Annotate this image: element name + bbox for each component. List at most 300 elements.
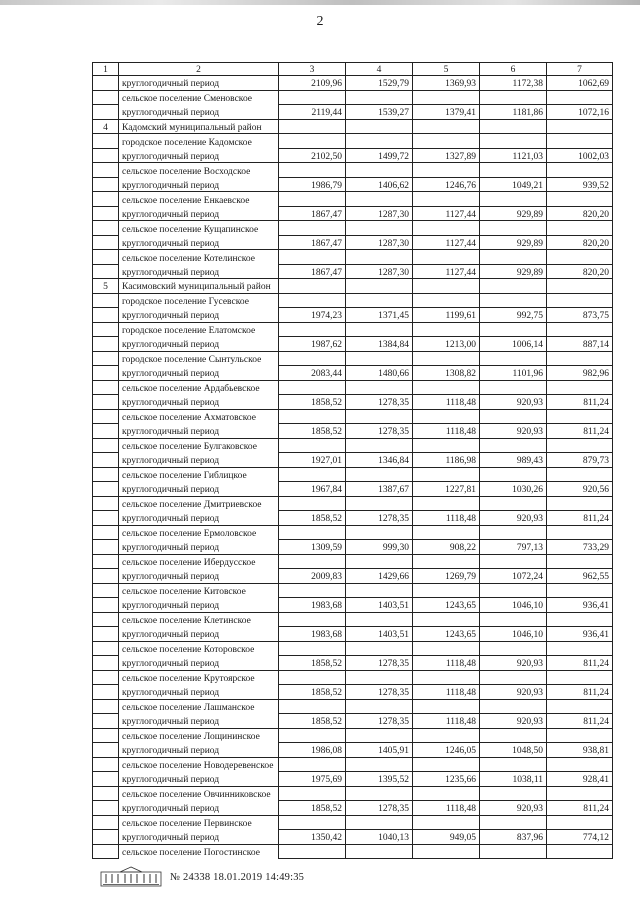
value-cell: 1062,69 (547, 76, 613, 91)
row-number-cell (93, 221, 119, 236)
value-cell (413, 351, 480, 366)
value-cell (480, 815, 547, 830)
value-cell (547, 757, 613, 772)
value-cell (279, 525, 346, 540)
value-cell (413, 525, 480, 540)
value-cell: 2119,44 (279, 105, 346, 120)
value-cell (346, 728, 413, 743)
row-number-cell: 4 (93, 119, 119, 134)
settlement-row (93, 134, 613, 149)
value-cell (279, 699, 346, 714)
row-number-cell (93, 569, 119, 584)
row-number-cell (93, 264, 119, 279)
value-cell (413, 612, 480, 627)
period-label-cell: круглогодичный период (119, 105, 279, 120)
value-cell (413, 293, 480, 308)
value-cell: 1213,00 (413, 337, 480, 352)
value-cell: 920,93 (480, 656, 547, 671)
value-cell: 811,24 (547, 395, 613, 410)
value-cell: 1350,42 (279, 830, 346, 845)
district-row (93, 119, 613, 134)
row-number-cell (93, 815, 119, 830)
row-number-cell (93, 612, 119, 627)
settlement-row (93, 612, 613, 627)
name-cell: сельское поселение Которовское (119, 641, 279, 656)
value-cell (547, 612, 613, 627)
row-number-cell (93, 380, 119, 395)
settlement-row (93, 192, 613, 207)
value-cell: 1278,35 (346, 685, 413, 700)
name-cell: сельское поселение Крутоярское (119, 670, 279, 685)
table-row (93, 772, 613, 787)
value-cell: 920,93 (480, 424, 547, 439)
value-cell (547, 815, 613, 830)
row-number-cell (93, 743, 119, 758)
value-cell (346, 844, 413, 859)
value-cell: 1327,89 (413, 148, 480, 163)
table-row (93, 395, 613, 410)
value-cell (547, 192, 613, 207)
value-cell: 1983,68 (279, 598, 346, 613)
value-cell: 1006,14 (480, 337, 547, 352)
value-cell (346, 699, 413, 714)
value-cell (480, 250, 547, 265)
value-cell (413, 438, 480, 453)
row-number-cell (93, 699, 119, 714)
value-cell (346, 192, 413, 207)
value-cell: 1858,52 (279, 656, 346, 671)
value-cell (480, 583, 547, 598)
row-number-cell (93, 337, 119, 352)
row-number-cell (93, 148, 119, 163)
name-cell: сельское поселение Котелинское (119, 250, 279, 265)
value-cell (480, 612, 547, 627)
value-cell (480, 134, 547, 149)
value-cell (279, 467, 346, 482)
period-label-cell: круглогодичный период (119, 308, 279, 323)
value-cell (480, 119, 547, 134)
value-cell: 1243,65 (413, 627, 480, 642)
value-cell: 1975,69 (279, 772, 346, 787)
value-cell (346, 322, 413, 337)
row-number-cell (93, 511, 119, 526)
table-body (93, 76, 613, 859)
table-row (93, 685, 613, 700)
value-cell (413, 583, 480, 598)
col-header: 6 (480, 63, 547, 76)
name-cell: сельское поселение Ахматовское (119, 409, 279, 424)
value-cell: 992,75 (480, 308, 547, 323)
table-row (93, 206, 613, 221)
value-cell (480, 670, 547, 685)
value-cell: 1278,35 (346, 801, 413, 816)
value-cell (346, 467, 413, 482)
name-cell: сельское поселение Лощининское (119, 728, 279, 743)
value-cell: 1867,47 (279, 264, 346, 279)
value-cell (413, 380, 480, 395)
value-cell: 936,41 (547, 598, 613, 613)
value-cell: 982,96 (547, 366, 613, 381)
table-row (93, 424, 613, 439)
value-cell: 1858,52 (279, 424, 346, 439)
value-cell (279, 134, 346, 149)
row-number-cell (93, 322, 119, 337)
name-cell: сельское поселение Первинское (119, 815, 279, 830)
table-row (93, 366, 613, 381)
value-cell: 1858,52 (279, 714, 346, 729)
value-cell (279, 293, 346, 308)
table-row (93, 569, 613, 584)
value-cell (279, 583, 346, 598)
value-cell: 811,24 (547, 656, 613, 671)
value-cell (279, 322, 346, 337)
value-cell (547, 134, 613, 149)
col-header: 7 (547, 63, 613, 76)
value-cell (346, 380, 413, 395)
value-cell (480, 192, 547, 207)
value-cell (346, 554, 413, 569)
value-cell (413, 554, 480, 569)
value-cell (480, 467, 547, 482)
value-cell (279, 163, 346, 178)
tariff-table (92, 62, 613, 859)
table-row (93, 656, 613, 671)
value-cell: 1040,13 (346, 830, 413, 845)
value-cell (279, 351, 346, 366)
value-cell (547, 293, 613, 308)
value-cell (346, 90, 413, 105)
name-cell: сельское поселение Китовское (119, 583, 279, 598)
row-number-cell (93, 206, 119, 221)
value-cell (279, 90, 346, 105)
table-row (93, 337, 613, 352)
period-label-cell: круглогодичный период (119, 424, 279, 439)
value-cell (480, 844, 547, 859)
period-label-cell: круглогодичный период (119, 235, 279, 250)
value-cell (279, 670, 346, 685)
col-header: 3 (279, 63, 346, 76)
row-number-cell (93, 163, 119, 178)
settlement-row (93, 525, 613, 540)
value-cell (279, 496, 346, 511)
value-cell (480, 380, 547, 395)
row-number-cell (93, 351, 119, 366)
value-cell: 1199,61 (413, 308, 480, 323)
name-cell: сельское поселение Лашманское (119, 699, 279, 714)
value-cell (279, 279, 346, 294)
value-cell: 1246,05 (413, 743, 480, 758)
value-cell: 820,20 (547, 206, 613, 221)
value-cell (346, 409, 413, 424)
value-cell: 1072,24 (480, 569, 547, 584)
registration-stamp-text: № 24338 18.01.2019 14:49:35 (170, 871, 305, 883)
value-cell (547, 119, 613, 134)
period-label-cell: круглогодичный период (119, 830, 279, 845)
value-cell: 1127,44 (413, 264, 480, 279)
value-cell: 879,73 (547, 453, 613, 468)
period-label-cell: круглогодичный период (119, 772, 279, 787)
name-cell: городское поселение Сынтульское (119, 351, 279, 366)
value-cell (413, 119, 480, 134)
value-cell (413, 134, 480, 149)
value-cell: 1172,38 (480, 76, 547, 91)
table-row (93, 743, 613, 758)
value-cell (480, 322, 547, 337)
value-cell: 920,93 (480, 395, 547, 410)
settlement-row (93, 409, 613, 424)
scan-top-edge (0, 0, 640, 5)
value-cell (346, 815, 413, 830)
value-cell: 1127,44 (413, 235, 480, 250)
value-cell (346, 279, 413, 294)
value-cell (279, 250, 346, 265)
period-label-cell: круглогодичный период (119, 540, 279, 555)
name-cell: сельское поселение Новодеревенское (119, 757, 279, 772)
value-cell: 1072,16 (547, 105, 613, 120)
settlement-row (93, 496, 613, 511)
value-cell: 1387,67 (346, 482, 413, 497)
value-cell (413, 163, 480, 178)
value-cell: 939,52 (547, 177, 613, 192)
value-cell (413, 192, 480, 207)
row-number-cell (93, 424, 119, 439)
row-number-cell (93, 554, 119, 569)
col-header: 1 (93, 63, 119, 76)
value-cell: 811,24 (547, 714, 613, 729)
value-cell: 1987,62 (279, 337, 346, 352)
value-cell: 1867,47 (279, 206, 346, 221)
value-cell (279, 786, 346, 801)
value-cell: 1403,51 (346, 627, 413, 642)
value-cell: 1118,48 (413, 424, 480, 439)
value-cell: 2109,96 (279, 76, 346, 91)
row-number-cell (93, 670, 119, 685)
row-number-cell (93, 308, 119, 323)
value-cell: 1046,10 (480, 627, 547, 642)
row-number-cell (93, 134, 119, 149)
value-cell: 929,89 (480, 235, 547, 250)
value-cell: 1406,62 (346, 177, 413, 192)
name-cell: городское поселение Гусевское (119, 293, 279, 308)
row-number-cell (93, 438, 119, 453)
col-header: 4 (346, 63, 413, 76)
name-cell: сельское поселение Енкаевское (119, 192, 279, 207)
value-cell: 1308,82 (413, 366, 480, 381)
value-cell: 1983,68 (279, 627, 346, 642)
name-cell: сельское поселение Погостинское (119, 844, 279, 859)
row-number-cell (93, 366, 119, 381)
value-cell (346, 293, 413, 308)
value-cell (547, 221, 613, 236)
value-cell (547, 496, 613, 511)
value-cell: 1967,84 (279, 482, 346, 497)
value-cell (547, 525, 613, 540)
value-cell (346, 757, 413, 772)
row-number-cell (93, 786, 119, 801)
table-row (93, 714, 613, 729)
value-cell: 1127,44 (413, 206, 480, 221)
value-cell (279, 844, 346, 859)
page-number: 2 (316, 14, 324, 29)
value-cell (346, 496, 413, 511)
value-cell: 1927,01 (279, 453, 346, 468)
value-cell: 1278,35 (346, 395, 413, 410)
table-row (93, 511, 613, 526)
row-number-cell: 5 (93, 279, 119, 294)
value-cell (279, 221, 346, 236)
settlement-row (93, 554, 613, 569)
row-number-cell (93, 844, 119, 859)
value-cell (413, 409, 480, 424)
row-number-cell (93, 453, 119, 468)
value-cell: 1499,72 (346, 148, 413, 163)
period-label-cell: круглогодичный период (119, 714, 279, 729)
row-number-cell (93, 467, 119, 482)
value-cell: 1030,26 (480, 482, 547, 497)
value-cell: 1227,81 (413, 482, 480, 497)
value-cell: 1858,52 (279, 395, 346, 410)
table-row (93, 540, 613, 555)
table-row (93, 598, 613, 613)
value-cell (413, 90, 480, 105)
value-cell (346, 221, 413, 236)
value-cell: 1118,48 (413, 714, 480, 729)
value-cell (279, 815, 346, 830)
value-cell: 1395,52 (346, 772, 413, 787)
settlement-row (93, 786, 613, 801)
value-cell: 1429,66 (346, 569, 413, 584)
value-cell: 1371,45 (346, 308, 413, 323)
value-cell: 920,93 (480, 511, 547, 526)
value-cell: 1186,98 (413, 453, 480, 468)
value-cell (346, 163, 413, 178)
name-cell: сельское поселение Дмитриевское (119, 496, 279, 511)
value-cell (279, 612, 346, 627)
period-label-cell: круглогодичный период (119, 598, 279, 613)
value-cell (346, 250, 413, 265)
row-number-cell (93, 293, 119, 308)
value-cell: 811,24 (547, 801, 613, 816)
settlement-row (93, 322, 613, 337)
value-cell (346, 612, 413, 627)
value-cell: 1405,91 (346, 743, 413, 758)
name-cell: городское поселение Елатомское (119, 322, 279, 337)
row-number-cell (93, 395, 119, 410)
value-cell: 1384,84 (346, 337, 413, 352)
value-cell: 989,43 (480, 453, 547, 468)
value-cell: 936,41 (547, 627, 613, 642)
value-cell: 1278,35 (346, 656, 413, 671)
value-cell: 920,56 (547, 482, 613, 497)
table-row (93, 148, 613, 163)
value-cell (279, 409, 346, 424)
value-cell: 1118,48 (413, 656, 480, 671)
period-label-cell: круглогодичный период (119, 395, 279, 410)
settlement-row (93, 583, 613, 598)
value-cell: 1867,47 (279, 235, 346, 250)
table-row (93, 308, 613, 323)
value-cell (413, 279, 480, 294)
value-cell: 811,24 (547, 685, 613, 700)
name-cell: Касимовский муниципальный район (119, 279, 279, 294)
value-cell (413, 815, 480, 830)
value-cell: 1287,30 (346, 206, 413, 221)
value-cell (413, 844, 480, 859)
value-cell (480, 757, 547, 772)
row-number-cell (93, 409, 119, 424)
value-cell (547, 467, 613, 482)
value-cell (279, 641, 346, 656)
settlement-row (93, 250, 613, 265)
value-cell: 1287,30 (346, 235, 413, 250)
value-cell (413, 221, 480, 236)
value-cell (480, 279, 547, 294)
value-cell (547, 786, 613, 801)
value-cell (547, 351, 613, 366)
value-cell: 1181,86 (480, 105, 547, 120)
settlement-row (93, 163, 613, 178)
registration-footer (100, 866, 304, 888)
settlement-row (93, 699, 613, 714)
value-cell: 1858,52 (279, 685, 346, 700)
table-row (93, 453, 613, 468)
value-cell (279, 554, 346, 569)
period-label-cell: круглогодичный период (119, 177, 279, 192)
name-cell: сельское поселение Восходское (119, 163, 279, 178)
value-cell (547, 844, 613, 859)
value-cell: 929,89 (480, 206, 547, 221)
row-number-cell (93, 714, 119, 729)
value-cell: 774,12 (547, 830, 613, 845)
row-number-cell (93, 177, 119, 192)
value-cell (413, 699, 480, 714)
settlement-row (93, 641, 613, 656)
value-cell: 1539,27 (346, 105, 413, 120)
value-cell (413, 670, 480, 685)
name-cell: сельское поселение Ермоловское (119, 525, 279, 540)
name-cell: сельское поселение Гиблицкое (119, 467, 279, 482)
name-cell: городское поселение Кадомское (119, 134, 279, 149)
value-cell: 887,14 (547, 337, 613, 352)
value-cell: 1986,08 (279, 743, 346, 758)
period-label-cell: круглогодичный период (119, 453, 279, 468)
value-cell: 1101,96 (480, 366, 547, 381)
value-cell (413, 496, 480, 511)
value-cell (413, 641, 480, 656)
value-cell: 920,93 (480, 801, 547, 816)
row-number-cell (93, 540, 119, 555)
table-row (93, 482, 613, 497)
row-number-cell (93, 525, 119, 540)
value-cell (547, 279, 613, 294)
table-row (93, 235, 613, 250)
value-cell (480, 496, 547, 511)
value-cell (346, 670, 413, 685)
value-cell: 797,13 (480, 540, 547, 555)
value-cell: 811,24 (547, 511, 613, 526)
value-cell: 2009,83 (279, 569, 346, 584)
settlement-row (93, 728, 613, 743)
value-cell: 999,30 (346, 540, 413, 555)
value-cell: 928,41 (547, 772, 613, 787)
table-row (93, 627, 613, 642)
value-cell (547, 380, 613, 395)
settlement-row (93, 221, 613, 236)
value-cell: 873,75 (547, 308, 613, 323)
value-cell (480, 351, 547, 366)
settlement-row (93, 293, 613, 308)
row-number-cell (93, 482, 119, 497)
